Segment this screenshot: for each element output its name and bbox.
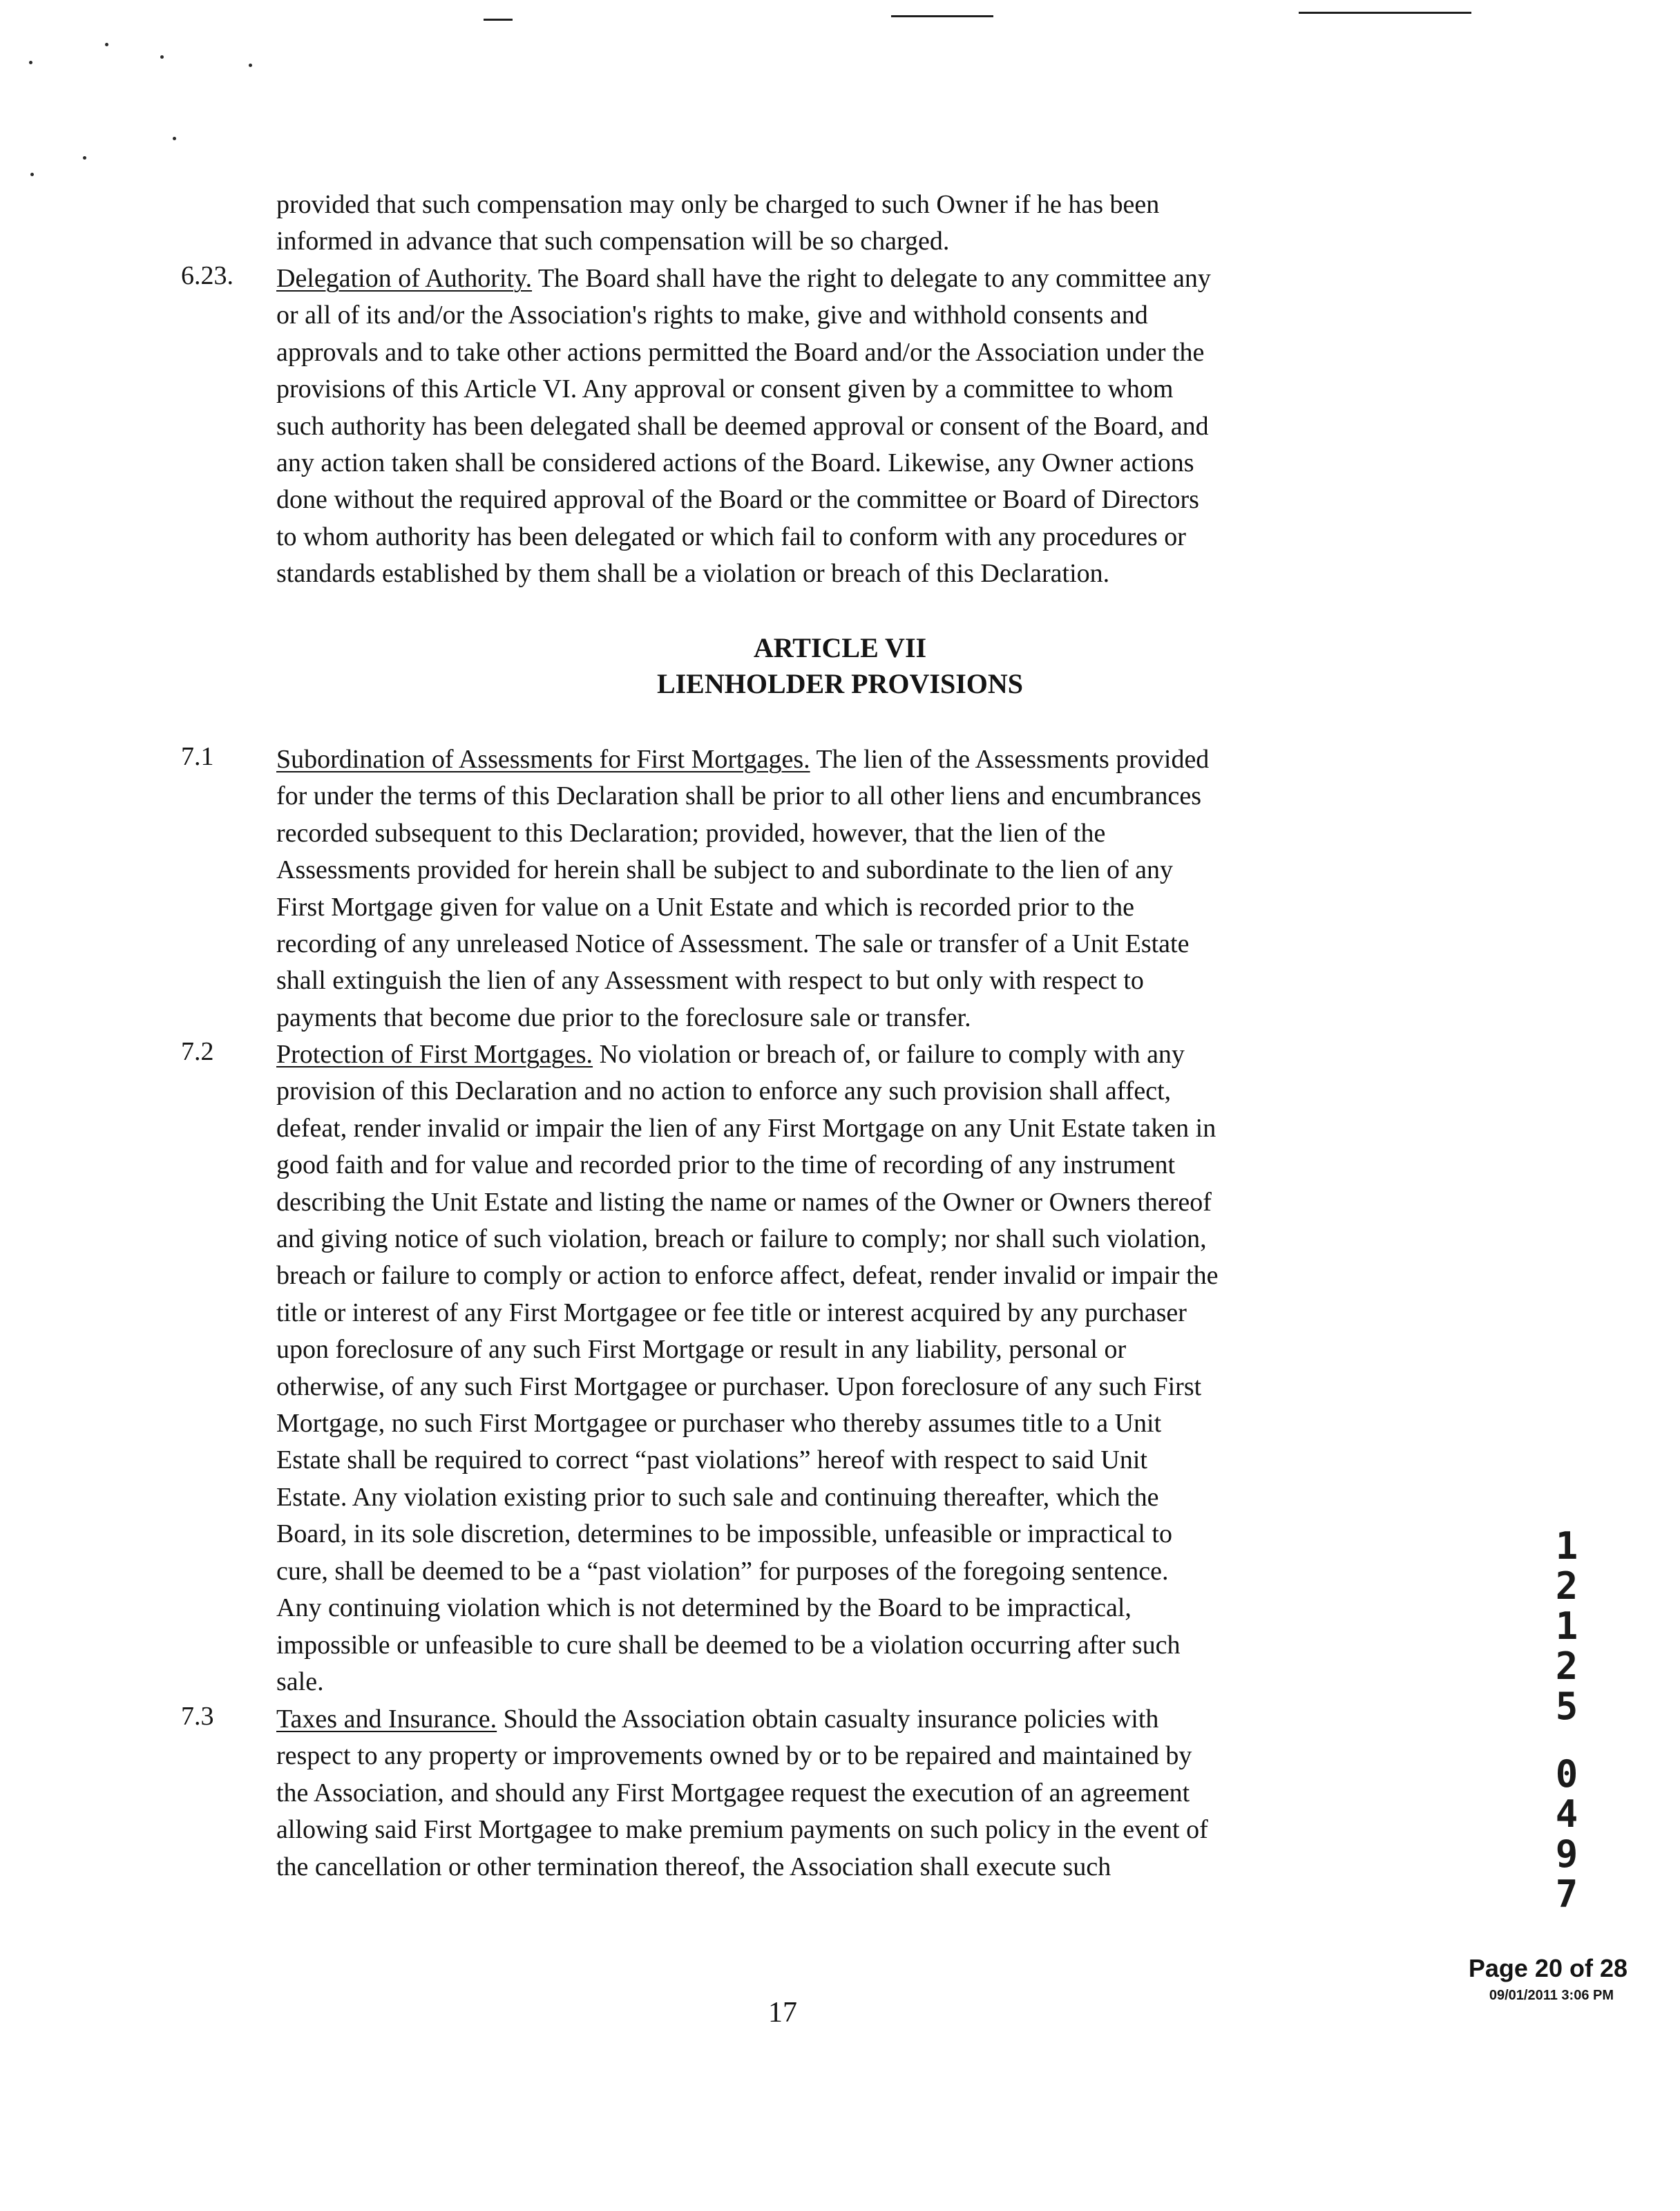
text-line: otherwise, of any such First Mortgagee or purchaser. Upon foreclosure of any such First [276,1372,1202,1401]
text-line [276,1036,1416,1073]
scan-speck [173,137,176,140]
text-line: cure, shall be deemed to be a “past violation” for purposes of the foregoing sentence. [276,1556,1169,1586]
fax-page-counter: Page 20 of 28 [1468,1954,1628,1982]
scan-speck [160,55,164,59]
text-line: provision of this Declaration and no action to enforce any such provision shall affect, [276,1076,1172,1106]
text-line: First Mortgage given for value on a Unit Estate and which is recorded prior to the [276,892,1135,922]
section-7-2-body [276,1036,1416,1700]
fax-timestamp: 09/01/2011 3:06 PM [1489,1988,1614,2003]
text-line: to whom authority has been delegated or which fail to conform with any procedures or [276,522,1186,551]
stamp-digit [1546,1727,1587,1755]
text-line: approvals and to take other actions permitted the Board and/or the Association under the [276,337,1205,367]
text-line: upon foreclosure of any such First Mortgage or result in any liability, personal or [276,1335,1127,1365]
text-line: such authority has been delegated shall be deemed approval or consent of the Board, and [276,411,1209,441]
stamp-digit: 7 [1555,1872,1578,1916]
text-span: The Board shall have the right to delegate to any committee any [532,264,1211,293]
text-line: provisions of this Article VI. Any approval or consent given by a committee to whom [276,374,1174,404]
continuation-paragraph [276,187,1416,260]
text-line: provided that such compensation may only be charged to such Owner if he has been [276,190,1160,219]
page-number: 17 [768,1997,797,2029]
scan-speck [83,156,86,160]
text-line: good faith and for value and recorded prior to the time of recording of any instrument [276,1150,1176,1180]
text-line: respect to any property or improvements owned by or to be repaired and maintained by [276,1741,1192,1771]
text-line: Assessments provided for herein shall be subject to and subordinate to the lien of any [276,855,1174,885]
section-title: Delegation of Authority. [276,264,533,293]
text-line: allowing said First Mortgagee to make premium payments on such policy in the event of [276,1815,1208,1845]
text-line: done without the required approval of the Board or the committee or Board of Directors [276,485,1199,515]
recording-number-stamp [1546,1524,1587,1916]
text-line: and giving notice of such violation, breach or failure to comply; nor shall such violation, [276,1224,1207,1254]
text-span: Should the Association obtain casualty insurance policies with [497,1705,1159,1734]
scan-artifact [1299,12,1471,14]
stamp-digit: 9 [1555,1832,1578,1876]
scan-artifact [891,15,993,17]
text-line [276,260,1416,297]
text-line: the cancellation or other termination thereof, the Association shall execute such [276,1852,1111,1881]
text-line: informed in advance that such compensation will be so charged. [276,227,950,256]
text-line: breach or failure to comply or action to enforce affect, defeat, render invalid or impair the [276,1261,1219,1291]
section-number: 6.23. [181,261,233,290]
text-line [276,1701,1416,1738]
text-line: any action taken shall be considered actions of the Board. Likewise, any Owner actions [276,448,1194,478]
text-line: Any continuing violation which is not determined by the Board to be impractical, [276,1593,1132,1623]
scan-speck [30,173,34,176]
section-number: 7.2 [181,1037,214,1066]
section-7-3-body [276,1701,1416,1886]
text-line: Mortgage, no such First Mortgagee or purchaser who thereby assumes title to a Unit [276,1409,1162,1439]
text-span: The lien of the Assessments provided [810,745,1210,774]
section-number: 7.1 [181,742,214,771]
section-title: Subordination of Assessments for First Mortgages. [276,745,810,774]
scan-speck [105,43,108,46]
text-line: Estate shall be required to correct “past violations” hereof with respect to said Unit [276,1445,1147,1475]
text-line: recorded subsequent to this Declaration; provided, however, that the lien of the [276,818,1106,848]
article-subheading: LIENHOLDER PROVISIONS [656,668,1024,699]
text-line: payments that become due prior to the foreclosure sale or transfer. [276,1003,971,1032]
text-line: Board, in its sole discretion, determines to be impossible, unfeasible or impractical to [276,1519,1172,1549]
stamp-digit: 1 [1555,1604,1578,1648]
section-title: Taxes and Insurance. [276,1705,497,1734]
scan-artifact [484,19,513,21]
text-line: defeat, render invalid or impair the lien of any First Mortgage on any Unit Estate taken in [276,1113,1216,1143]
text-span: No violation or breach of, or failure to comply with any [593,1040,1185,1069]
text-line: shall extinguish the lien of any Assessment with respect to but only with respect to [276,966,1144,996]
section-7-1-body [276,741,1416,1036]
text-line: impossible or unfeasible to cure shall be deemed to be a violation occurring after such [276,1630,1181,1660]
stamp-digit: 2 [1555,1564,1578,1608]
text-line: or all of its and/or the Association's rights to make, give and withhold consents and [276,301,1148,330]
text-line: the Association, and should any First Mortgagee request the execution of an agreement [276,1778,1190,1807]
stamp-digit: 2 [1555,1644,1578,1688]
text-line [276,741,1416,778]
text-line: title or interest of any First Mortgagee or fee title or interest acquired by any purchaser [276,1298,1187,1327]
scan-speck [249,64,252,67]
text-line: for under the terms of this Declaration shall be prior to all other liens and encumbrances [276,781,1202,811]
stamp-digit: 0 [1555,1752,1578,1796]
stamp-digit: 1 [1555,1524,1578,1568]
scan-speck [29,61,32,64]
section-6-23-body [276,260,1416,593]
text-line: describing the Unit Estate and listing the name or names of the Owner or Owners thereof [276,1187,1212,1217]
text-line: standards established by them shall be a violation or breach of this Declaration. [276,559,1110,589]
text-line: sale. [276,1667,324,1696]
stamp-digit: 5 [1555,1685,1578,1728]
article-heading: ARTICLE VII [753,632,927,663]
section-number: 7.3 [181,1702,214,1731]
text-line: Estate. Any violation existing prior to such sale and continuing thereafter, which the [276,1482,1159,1512]
stamp-digit: 4 [1555,1792,1578,1836]
section-title: Protection of First Mortgages. [276,1040,593,1069]
text-line: recording of any unreleased Notice of Assessment. The sale or transfer of a Unit Estate [276,929,1190,959]
